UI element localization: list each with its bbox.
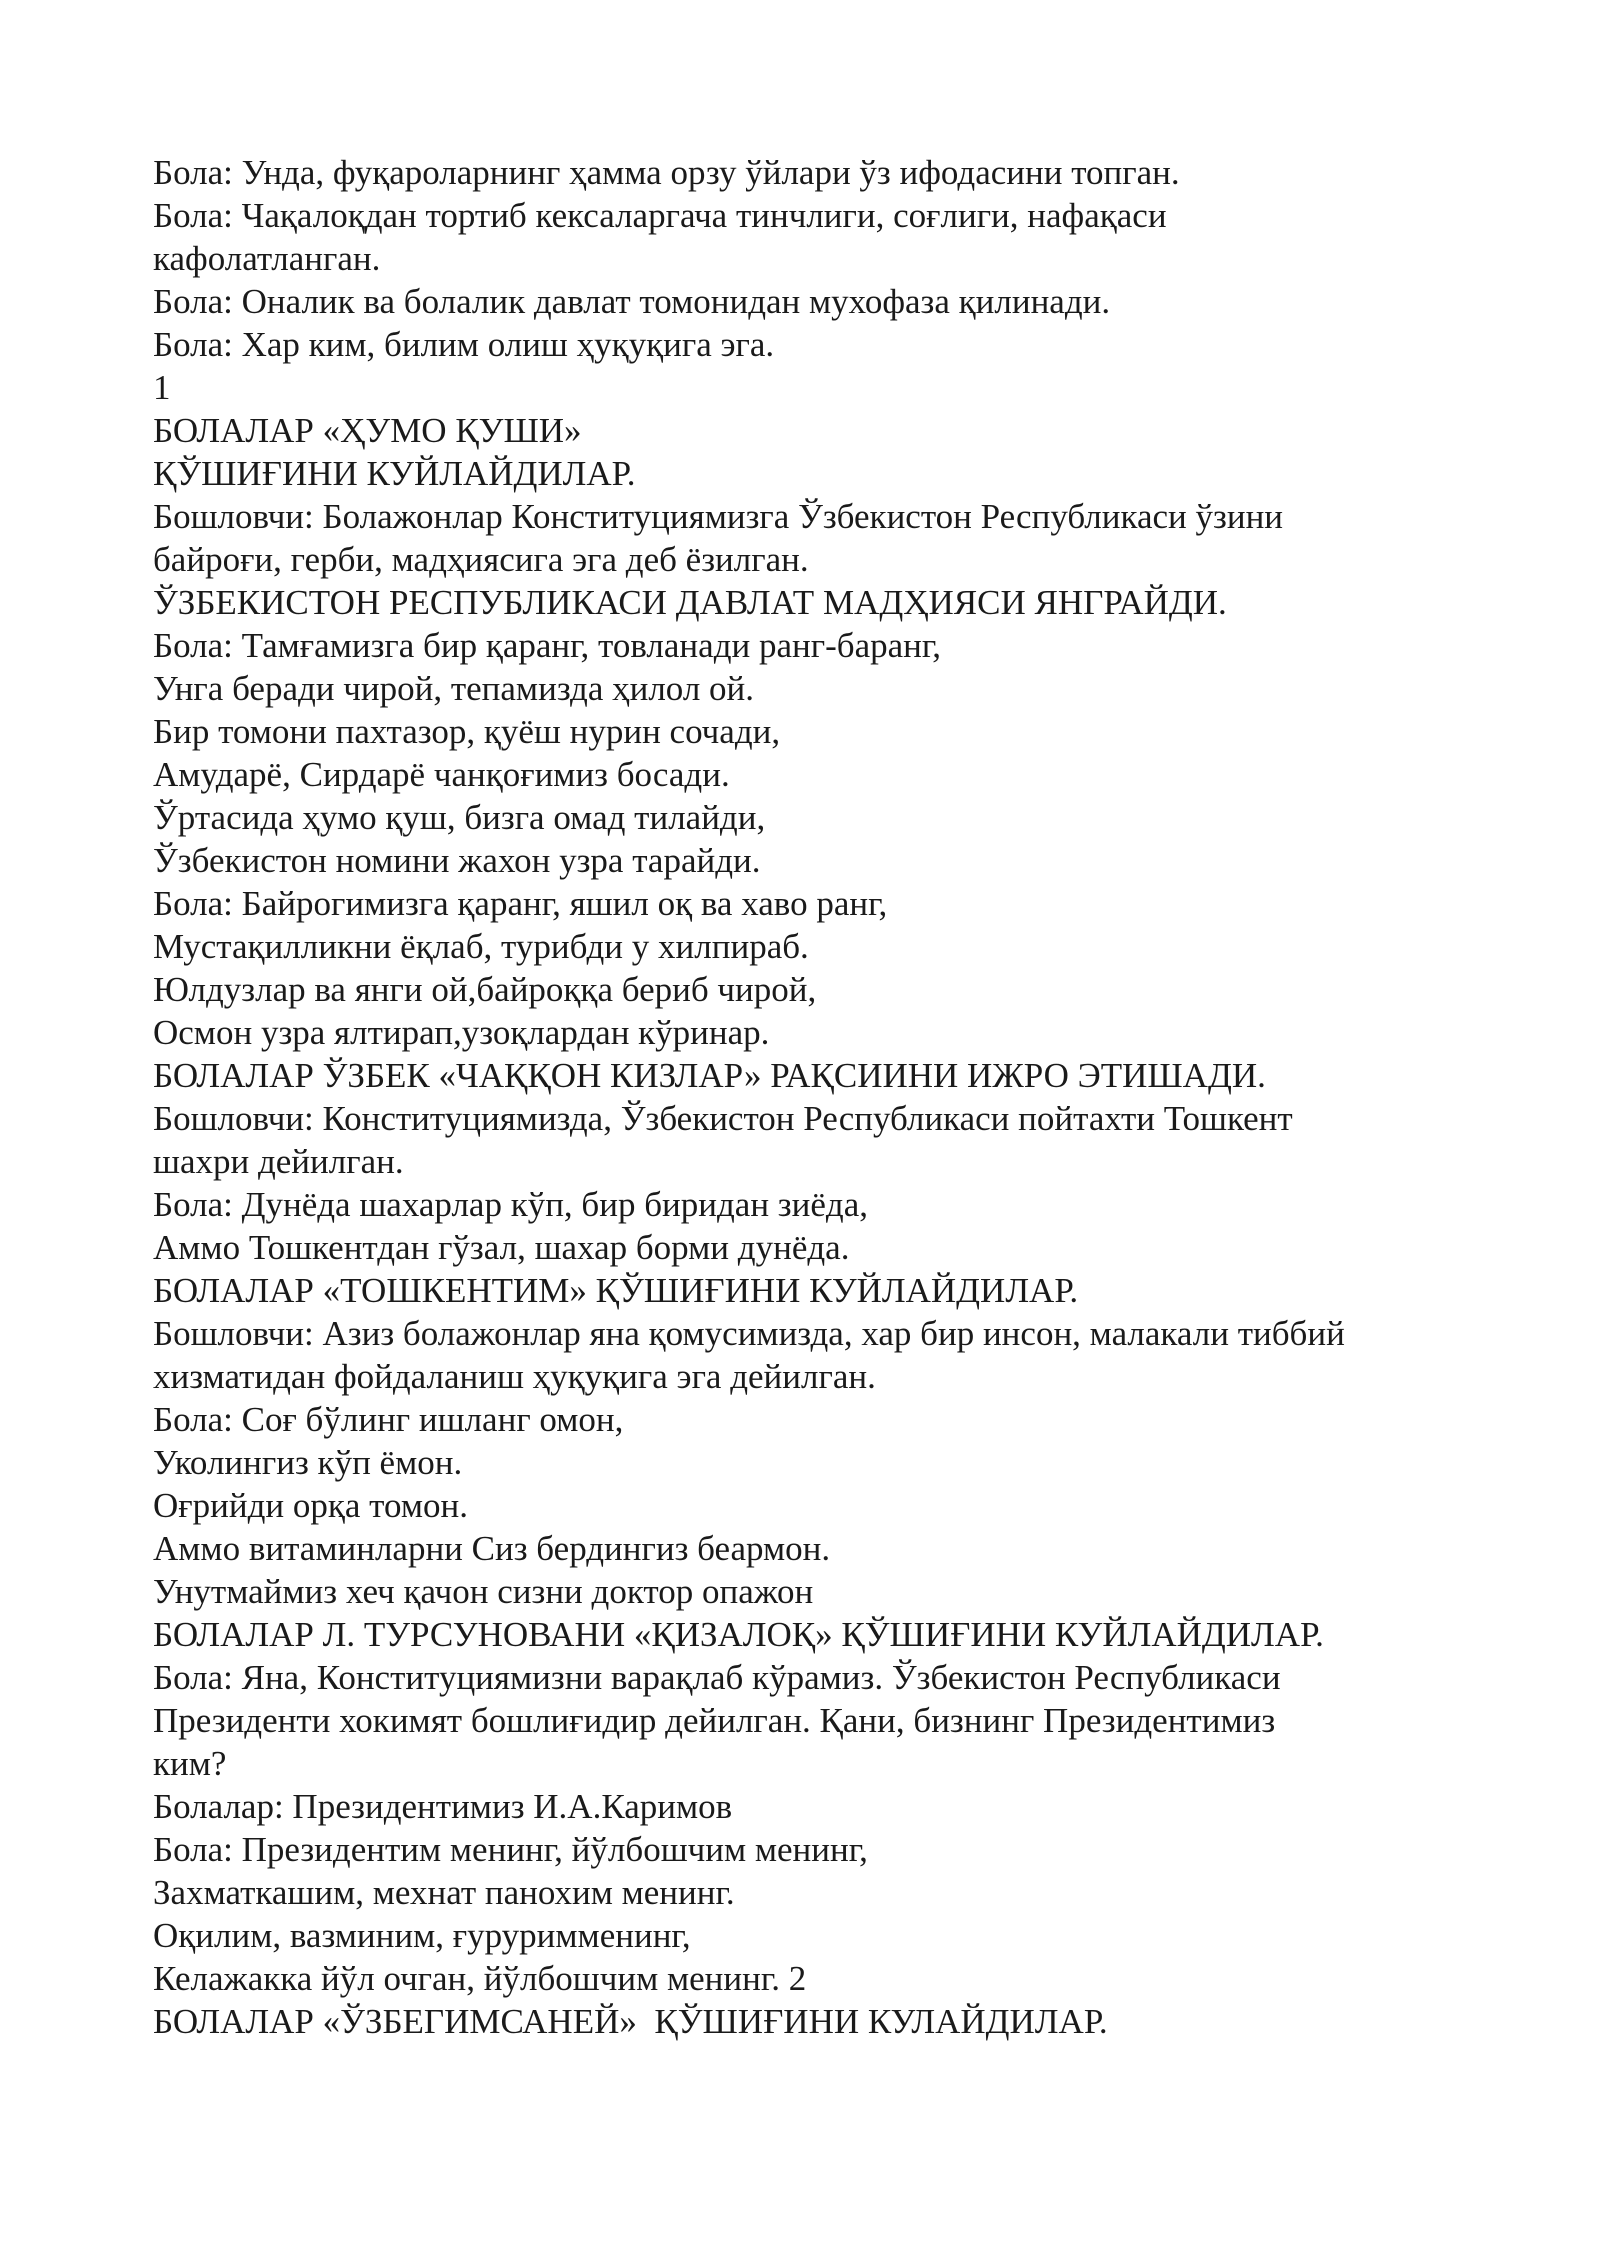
document-page <box>153 151 1483 2043</box>
text-line: Ўртасида ҳумо қуш, бизга омад тилайди, <box>153 798 766 837</box>
section-heading: ЎЗБЕКИСТОН РЕСПУБЛИКАСИ ДАВЛАТ МАДҲИЯСИ ЯНГРАЙДИ. <box>153 583 1227 622</box>
text-line: Бола: Соғ бўлинг ишланг омон, <box>153 1400 624 1439</box>
text-line: Мустақилликни ёқлаб, турибди у хилпираб. <box>153 927 809 966</box>
text-line: Аммо Тошкентдан гўзал, шахар борми дунёда. <box>153 1228 850 1267</box>
text-line: шахри дейилган. <box>153 1142 404 1181</box>
text-line: Бола: Оналик ва болалик давлат томонидан мухофаза қилинади. <box>153 282 1111 321</box>
text-line: Захматкашим, мехнат панохим менинг. <box>153 1873 735 1912</box>
text-line: Унутмаймиз хеч қачон сизни доктор опажон <box>153 1572 814 1611</box>
text-line: Оқилим, вазминим, ғуруримменинг, <box>153 1916 691 1955</box>
text-line: Бошловчи: Азиз болажонлар яна қомусимизда, хар бир инсон, малакали тиббий <box>153 1314 1345 1353</box>
text-line: Унга беради чирой, тепамизда ҳилол ой. <box>153 669 755 708</box>
text-line: хизматидан фойдаланиш ҳуқуқига эга дейилган. <box>153 1357 876 1396</box>
text-line: Оғрийди орқа томон. <box>153 1486 468 1525</box>
text-line: Болалар: Президентимиз И.А.Каримов <box>153 1787 733 1826</box>
text-line: Бошловчи: Конституциямизда, Ўзбекистон Республикаси пойтахти Тошкент <box>153 1099 1293 1138</box>
section-heading: БОЛАЛАР «ЎЗБЕГИМСАНЕЙ» ҚЎШИҒИНИ КУЛАЙДИЛАР. <box>153 2002 1108 2041</box>
text-line: Бола: Хар ким, билим олиш ҳуқуқига эга. <box>153 325 775 364</box>
section-heading: ҚЎШИҒИНИ КУЙЛАЙДИЛАР. <box>153 454 636 493</box>
text-line: Бола: Президентим менинг, йўлбошчим менинг, <box>153 1830 868 1869</box>
text-line: Бошловчи: Болажонлар Конституциямизга Ўзбекистон Республикаси ўзини <box>153 497 1284 536</box>
text-line: Бола: Байрогимизга қаранг, яшил оқ ва хаво ранг, <box>153 884 888 923</box>
text-line: Бола: Унда, фуқароларнинг ҳамма орзу ўйлари ўз ифодасини топган. <box>153 153 1180 192</box>
text-line: Бола: Яна, Конституциямизни варақлаб кўрамиз. Ўзбекистон Республикаси <box>153 1658 1281 1697</box>
text-line: Президенти хокимят бошлиғидир дейилган. Қани, бизнинг Президентимиз <box>153 1701 1276 1740</box>
section-heading: БОЛАЛАР ЎЗБЕК «ЧАҚҚОН КИЗЛАР» РАҚСИИНИ ИЖРО ЭТИШАДИ. <box>153 1056 1266 1095</box>
text-line: Келажакка йўл очган, йўлбошчим менинг. 2 <box>153 1959 807 1998</box>
text-line: байроғи, герби, мадҳиясига эга деб ёзилган. <box>153 540 809 579</box>
text-line: Амударё, Сирдарё чанқоғимиз босади. <box>153 755 730 794</box>
page-number: 1 <box>153 368 171 407</box>
text-line: Осмон узра ялтирап,узоқлардан кўринар. <box>153 1013 770 1052</box>
text-line: Бола: Тамғамизга бир қаранг, товланади ранг-баранг, <box>153 626 942 665</box>
text-line: Бир томони пахтазор, қуёш нурин сочади, <box>153 712 781 751</box>
section-heading: БОЛАЛАР «ҲУМО ҚУШИ» <box>153 411 582 450</box>
text-line: кафолатланган. <box>153 239 381 278</box>
text-line: Бола: Чақалоқдан тортиб кексаларгача тинчлиги, соғлиги, нафақаси <box>153 196 1167 235</box>
section-heading: БОЛАЛАР «ТОШКЕНТИМ» ҚЎШИҒИНИ КУЙЛАЙДИЛАР. <box>153 1271 1079 1310</box>
text-line: Юлдузлар ва янги ой,байроққа бериб чирой, <box>153 970 817 1009</box>
text-line: Бола: Дунёда шахарлар кўп, бир биридан зиёда, <box>153 1185 868 1224</box>
text-line: ким? <box>153 1744 227 1783</box>
text-line: Аммо витаминларни Сиз бердингиз беармон. <box>153 1529 831 1568</box>
section-heading: БОЛАЛАР Л. ТУРСУНОВАНИ «ҚИЗАЛОҚ» ҚЎШИҒИНИ КУЙЛАЙДИЛАР. <box>153 1615 1324 1654</box>
text-line: Ўзбекистон номини жахон узра тарайди. <box>153 841 761 880</box>
text-line: Уколингиз кўп ёмон. <box>153 1443 463 1482</box>
